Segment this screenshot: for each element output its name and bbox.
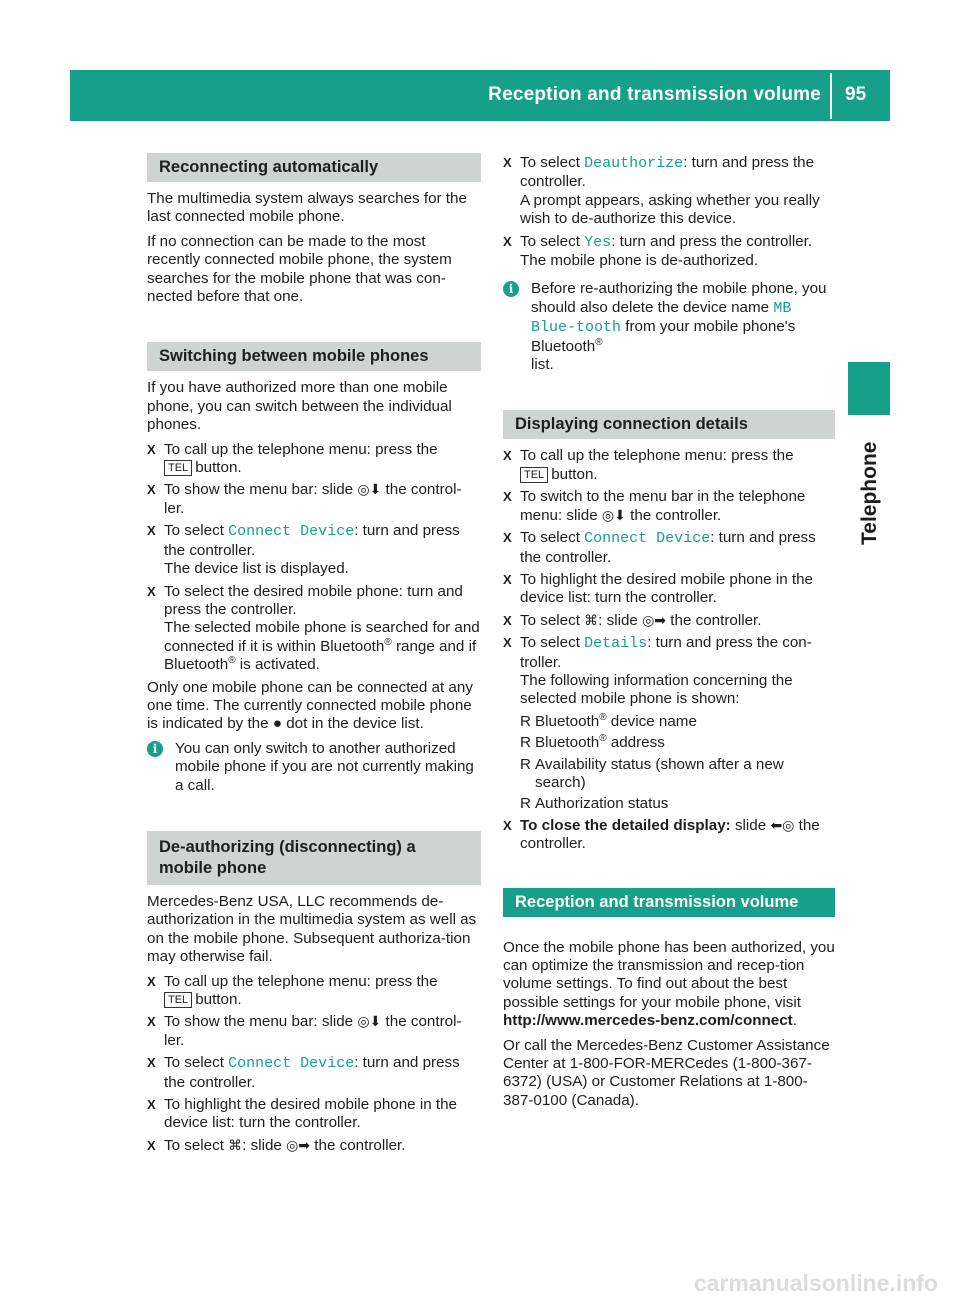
- paragraph: The multimedia system always searches for the last connected mobile phone.: [147, 190, 467, 226]
- step-marker-icon: X: [503, 612, 512, 628]
- paragraph: Or call the Mercedes-Benz Customer Assistance Center at 1-800-FOR-MERCedes (1-800-367-6372) (USA) or Customer Relations at 1-800-387-0100 (Canada).: [503, 1036, 830, 1109]
- step-marker-icon: X: [503, 530, 512, 546]
- step-item: X To select ⌘: slide ◎➡ the controller.: [503, 611, 762, 629]
- step-marker-icon: X: [503, 817, 512, 833]
- right-column: [503, 154, 835, 1116]
- step-item: X To show the menu bar: slide ◎⬇ the control-ler.: [147, 1013, 462, 1049]
- step-marker-icon: X: [147, 583, 156, 599]
- menu-item-details: Details: [584, 635, 648, 653]
- step-marker-icon: X: [147, 1137, 156, 1153]
- step-marker-icon: X: [503, 489, 512, 505]
- bullet-marker-icon: R: [520, 734, 531, 752]
- step-item: X To select the desired mobile phone: turn and press the controller. The selected mobile phone is searched for and connected if it is within Bluetooth® range and if Bluetooth® is activated.: [147, 582, 480, 674]
- bullet-marker-icon: R: [520, 712, 531, 730]
- step-marker-icon: X: [503, 233, 512, 249]
- step-item: X To select Deauthorize: turn and press the controller. A prompt appears, asking whether you really wish to de-authorize this device.: [503, 154, 820, 228]
- bullet-marker-icon: R: [520, 795, 531, 813]
- device-name-mb-bluetooth: MB Blue-tooth: [531, 299, 792, 337]
- section-heading-connection-details: Displaying connection details: [503, 410, 835, 439]
- tel-button-icon: TEL: [520, 467, 548, 483]
- step-item: X To switch to the menu bar in the telephone menu: slide ◎⬇ the controller.: [503, 488, 806, 524]
- step-item: X To select Connect Device: turn and press the controller.: [503, 529, 816, 566]
- phone-settings-icon: ⌘: [584, 612, 599, 629]
- step-item: X To call up the telephone menu: press the TEL button.: [147, 972, 438, 1008]
- step-item: X To call up the telephone menu: press the TEL button.: [503, 447, 794, 483]
- connect-url-link[interactable]: http://www.mercedes-benz.com/connect: [503, 1012, 793, 1030]
- list-item: R Bluetooth® address: [520, 733, 665, 752]
- step-item: X To show the menu bar: slide ◎⬇ the control-ler.: [147, 481, 462, 517]
- paragraph: If you have authorized more than one mobile phone, you can switch between the individual phones.: [147, 379, 452, 434]
- step-item: X To select Yes: turn and press the controller. The mobile phone is de-authorized.: [503, 232, 813, 270]
- section-heading-reconnecting: Reconnecting automatically: [147, 153, 481, 182]
- step-item: X To highlight the desired mobile phone in the device list: turn the controller.: [147, 1096, 457, 1132]
- paragraph: Once the mobile phone has been authorized, you can optimize the transmission and recep-tion volume settings. To find out about the best possible settings for your mobile phone, visit http://www.mercedes-benz.com/connect.: [503, 938, 835, 1030]
- info-note: i You can only switch to another authorized mobile phone if you are not currently making a call.: [147, 740, 481, 795]
- menu-item-connect-device: Connect Device: [228, 523, 355, 541]
- page-number: 95: [845, 84, 867, 105]
- step-item: X To select ⌘: slide ◎➡ the controller.: [147, 1136, 406, 1154]
- controller-slide-right-icon: ◎➡: [286, 1137, 311, 1154]
- step-marker-icon: X: [503, 155, 512, 170]
- controller-slide-down-icon: ◎⬇: [357, 1014, 382, 1031]
- step-item: X To select Connect Device: turn and press the controller. The device list is displayed.: [147, 522, 460, 578]
- watermark-text: carmanualsonline.info: [693, 1270, 938, 1296]
- side-tab-marker: [848, 362, 890, 415]
- step-marker-icon: X: [503, 448, 512, 464]
- left-column: [147, 153, 481, 1159]
- step-item: X To select Details: turn and press the con-troller. The following information concerning the selected mobile phone is shown:: [503, 634, 812, 708]
- step-marker-icon: X: [147, 1014, 156, 1030]
- step-item: X To close the detailed display: slide ⬅◎ the controller.: [503, 816, 820, 853]
- section-heading-deauthorizing: De-authorizing (disconnecting) a mobile phone: [147, 831, 481, 885]
- paragraph: Mercedes-Benz USA, LLC recommends de-authorization in the multimedia system as well as on the mobile phone. Subsequent authoriza-tion may otherwise fail.: [147, 892, 477, 966]
- step-marker-icon: X: [147, 1055, 156, 1071]
- bullet-marker-icon: R: [520, 755, 531, 773]
- step-marker-icon: X: [503, 571, 512, 587]
- step-item: X To call up the telephone menu: press the TEL button.: [147, 440, 438, 477]
- controller-slide-left-icon: ⬅◎: [770, 817, 795, 834]
- section-heading-switching: Switching between mobile phones: [147, 342, 481, 371]
- header-divider: [830, 73, 832, 119]
- dot-icon: ●: [272, 715, 282, 733]
- controller-slide-right-icon: ◎➡: [642, 612, 667, 629]
- step-marker-icon: X: [147, 441, 156, 457]
- step-marker-icon: X: [147, 482, 156, 498]
- phone-settings-icon: ⌘: [228, 1137, 243, 1154]
- controller-slide-down-icon: ◎⬇: [601, 507, 626, 524]
- menu-item-connect-device: Connect Device: [584, 530, 711, 548]
- page-title: Reception and transmission volume: [488, 84, 821, 105]
- step-marker-icon: X: [147, 523, 156, 539]
- menu-item-deauthorize: Deauthorize: [584, 155, 684, 172]
- controller-slide-down-icon: ◎⬇: [357, 482, 382, 499]
- step-marker-icon: X: [503, 635, 512, 651]
- step-item: X To highlight the desired mobile phone in the device list: turn the controller.: [503, 570, 813, 607]
- list-item: R Availability status (shown after a new search): [520, 755, 784, 791]
- section-heading-reception-volume: Reception and transmission volume: [503, 888, 835, 917]
- menu-item-connect-device: Connect Device: [228, 1055, 355, 1073]
- side-section-label: [858, 435, 882, 545]
- list-item: R Authorization status: [520, 795, 669, 813]
- side-label-text: Telephone: [858, 441, 881, 545]
- info-note: i Before re-authorizing the mobile phone, you should also delete the device name MB Blue-tooth from your mobile phone's Bluetooth® list.: [503, 280, 835, 374]
- step-marker-icon: X: [147, 973, 156, 989]
- step-item: X To select Connect Device: turn and press the controller.: [147, 1054, 460, 1091]
- menu-item-yes: Yes: [584, 233, 612, 251]
- list-item: R Bluetooth® device name: [520, 711, 697, 730]
- info-icon: i: [503, 281, 519, 297]
- step-marker-icon: X: [147, 1097, 156, 1113]
- paragraph: Only one mobile phone can be connected at any one time. The currently connected mobile phone is indicated by the ● dot in the device list.: [147, 678, 473, 733]
- info-icon: i: [147, 741, 163, 757]
- paragraph: If no connection can be made to the most recently connected mobile phone, the system searches for the mobile phone that was con-nected before that one.: [147, 232, 452, 306]
- tel-button-icon: TEL: [164, 460, 192, 476]
- tel-button-icon: TEL: [164, 992, 192, 1008]
